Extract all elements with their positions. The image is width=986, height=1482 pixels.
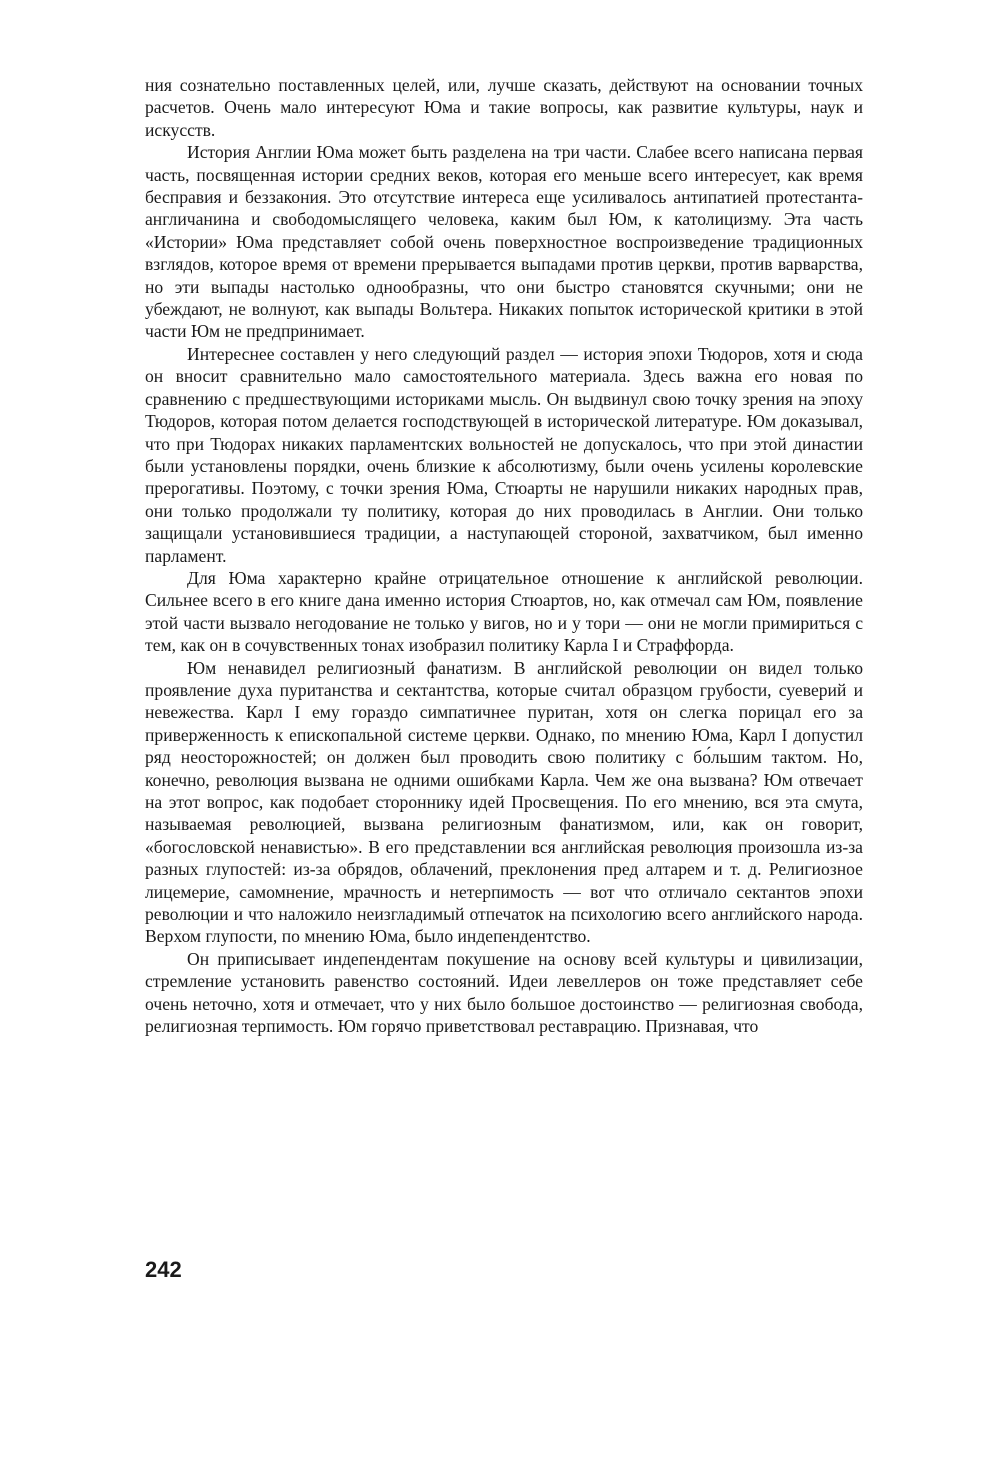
- paragraph-5: Юм ненавидел религиозный фанатизм. В английской революции он видел только проявление духа пуританства и сектантства, которые считал образцом грубости, суеверий и невежества. Карл I ему гораздо симпатичнее пуритан, хотя он слегка порицал его за приверженность к епископальной системе церкви. Однако, по мнению Юма, Карл I допустил ряд неосторожностей; он должен был проводить свою политику с бо́льшим тактом. Но, конечно, революция вызвана не одними ошибками Карла. Чем же она вызвана? Юм отвечает на этот вопрос, как подобает стороннику идей Просвещения. По его мнению, вся эта смута, называемая революцией, вызвана религиозным фанатизмом, или, как он говорит, «богословской ненавистью». В его представлении вся английская революция произошла из-за разных глупостей: из-за обрядов, облачений, преклонения пред алтарем и т. д. Религиозное лицемерие, самомнение, мрачность и нетерпимость — вот что отличало сектантов эпохи революции и что наложило неизгладимый отпечаток на психологию всего английского народа. Верхом глупости, по мнению Юма, было индепендентство.: [145, 657, 863, 947]
- paragraph-6: Он приписывает индепендентам покушение на основу всей культуры и цивилизации, стремление установить равенство состояний. Идеи левеллеров он тоже представляет себе очень неточно, хотя и отмечает, что у них было большое достоинство — религиозная свобода, религиозная терпимость. Юм горячо приветствовал реставрацию. Признавая, что: [145, 948, 863, 1037]
- paragraph-1: ния сознательно поставленных целей, или, лучше сказать, действуют на основании точных расчетов. Очень мало интересуют Юма и такие вопросы, как развитие культуры, наук и искусств.: [145, 75, 863, 140]
- page-body: [145, 74, 863, 1037]
- paragraph-3: Интереснее составлен у него следующий раздел — история эпохи Тюдоров, хотя и сюда он вносит сравнительно мало самостоятельного материала. Здесь важна его новая по сравнению с предшествующими историками мысль. Он выдвинул свою точку зрения на эпоху Тюдоров, которая потом делается господствующей в исторической литературе. Юм доказывал, что при Тюдорах никаких парламентских вольностей не допускалось, что при этой династии были установлены порядки, очень близкие к абсолютизму, были очень усилены королевские прерогативы. Поэтому, с точки зрения Юма, Стюарты не нарушили никаких народных прав, они только продолжали ту политику, которая до них проводилась в Англии. Они только защищали установившиеся традиции, а наступающей стороной, захватчиком, был именно парламент.: [145, 343, 863, 566]
- paragraph-4: Для Юма характерно крайне отрицательное отношение к английской революции. Сильнее всего в его книге дана именно история Стюартов, но, как отмечал сам Юм, появление этой части вызвало негодование не только у вигов, но и у тори — они не могли примириться с тем, как он в сочувственных тонах изобразил политику Карла I и Страффорда.: [145, 567, 863, 656]
- page-number: 242: [145, 1257, 182, 1282]
- paragraph-2: История Англии Юма может быть разделена на три части. Слабее всего написана первая часть, посвященная истории средних веков, которая его меньше всего интересует, как время бесправия и беззакония. Это отсутствие интереса еще усиливалось антипатией протестанта-англичанина и свободомыслящего человека, каким был Юм, к католицизму. Эта часть «Истории» Юма представляет собой очень поверхностное воспроизведение традиционных взглядов, которое время от времени прерывается выпадами против церкви, против варварства, но эти выпады настолько однообразны, что они быстро становятся скучными; они не убеждают, не волнуют, как выпады Вольтера. Никаких попыток исторической критики в этой части Юм не предпринимает.: [145, 142, 863, 342]
